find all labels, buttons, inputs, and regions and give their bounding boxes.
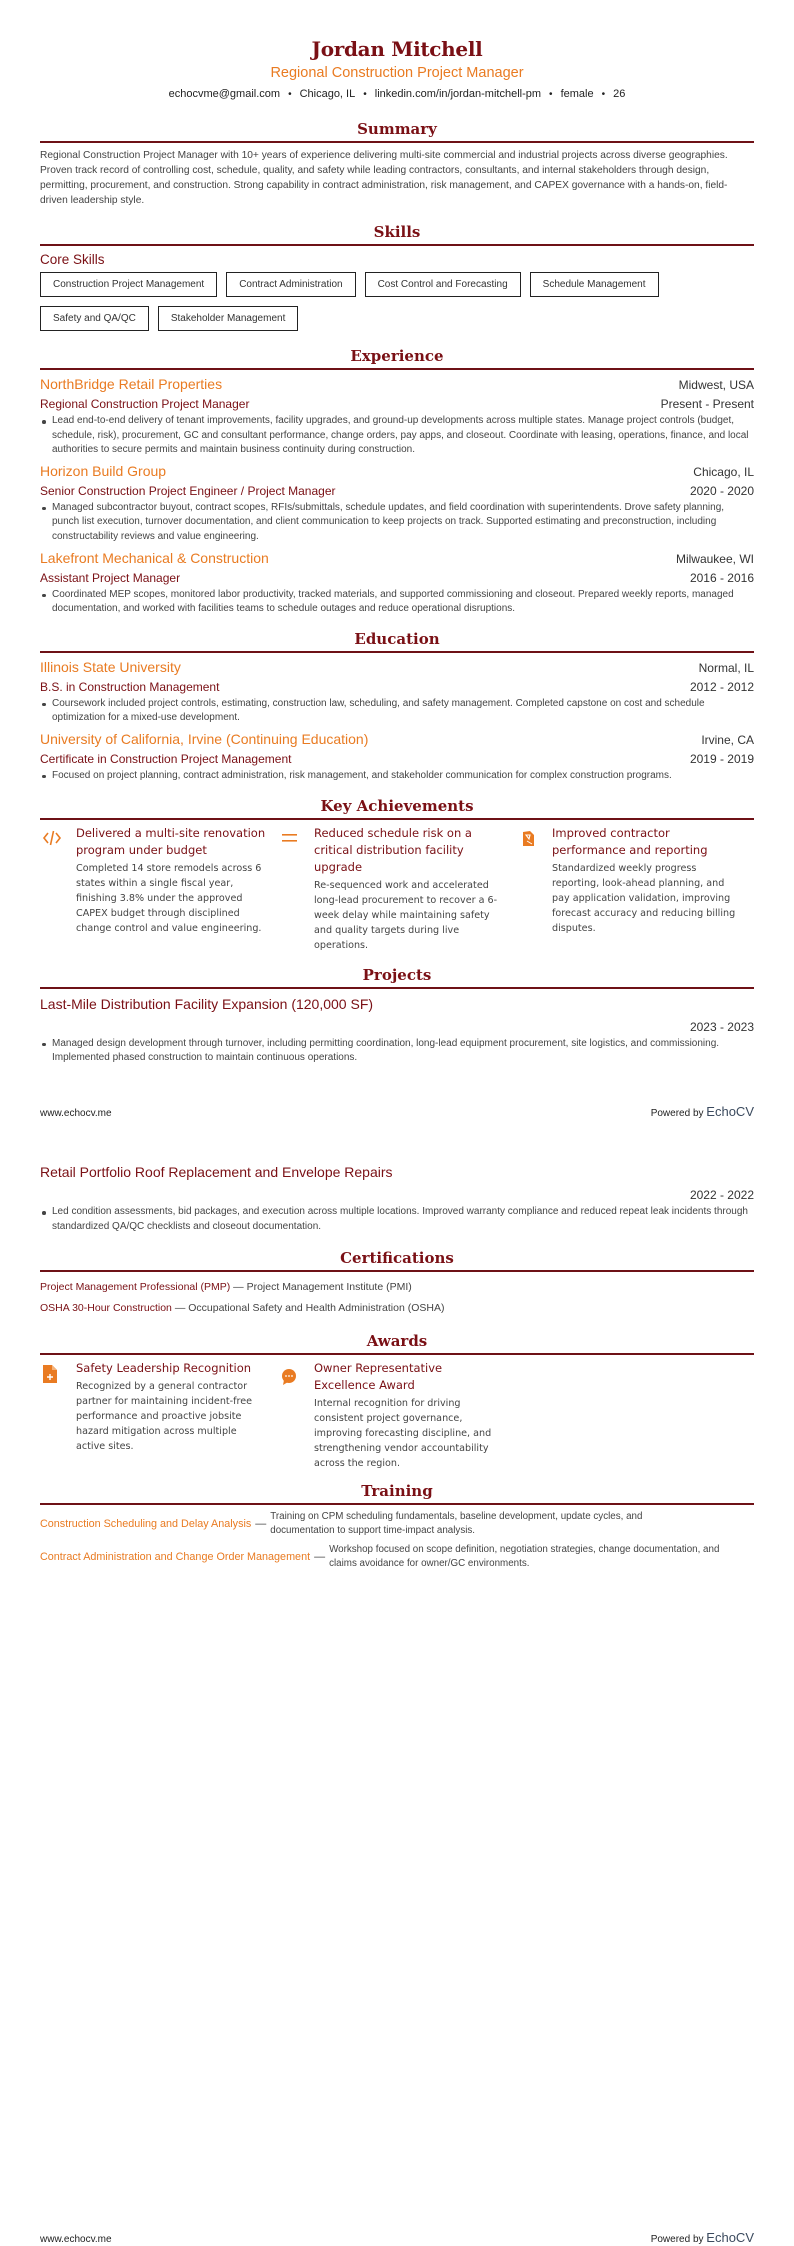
project-bullets <box>40 1205 754 1234</box>
experience-entry <box>40 462 754 545</box>
award-card <box>40 1360 278 1471</box>
certification-dash: — <box>174 1302 186 1315</box>
skill-chip: Safety and QA/QC <box>40 306 149 331</box>
resume-page-2 <box>0 1130 794 2246</box>
training-dash: — <box>255 1518 267 1531</box>
training-desc: Workshop focused on scope definition, negotiation strategies, change documentation, and claims avoidance for owner/GC environments. <box>329 1544 720 1570</box>
award-title: Safety Leadership Recognition <box>76 1361 252 1376</box>
contact-location: Chicago, IL <box>299 88 356 100</box>
training-item <box>40 1543 754 1571</box>
project-bullet: Led condition assessments, bid packages, and execution across multiple locations. Improved warranty compliance and reduced repeat leak incidents through standardized QA/QC checklists and closeout documentation. <box>40 1205 754 1234</box>
contact-age: 26 <box>613 88 626 100</box>
page-footer <box>40 1104 754 1119</box>
project-bullet: Managed design development through turnover, including permitting coordination, long-lead equipment procurement, site logistics, and commissioning. Implemented phased construction to maintain continuous operations. <box>40 1037 754 1066</box>
education-degree: Certificate in Construction Project Management <box>40 751 292 766</box>
achievement-card <box>40 825 278 953</box>
project-entry <box>40 994 754 1066</box>
award-desc: Recognized by a general contractor partner for maintaining incident-free performance and proactive jobsite hazard mitigation across multiple active sites. <box>76 1381 253 1453</box>
section-title-skills: Skills <box>40 222 754 246</box>
contact-email[interactable]: echocvme@gmail.com <box>168 88 281 100</box>
experience-position: Senior Construction Project Engineer / Project Manager <box>40 483 336 498</box>
education-bullets <box>40 697 754 726</box>
experience-bullet: Coordinated MEP scopes, monitored labor productivity, tracked materials, and supported commissioning and closeout. Prepared weekly reports, managed documentation, and worked with facilities teams to schedule outages and reduce operational disruptions. <box>40 588 754 617</box>
project-entry <box>40 1162 754 1234</box>
project-dates: 2022 - 2022 <box>689 1188 754 1202</box>
experience-company: Lakefront Mechanical & Construction <box>40 549 269 566</box>
education-bullet: Focused on project planning, contract administration, risk management, and stakeholder communication for complex construction programs. <box>40 769 754 784</box>
candidate-role: Regional Construction Project Manager <box>270 65 524 81</box>
clipboard-icon <box>516 825 552 953</box>
footer-powered-label: Powered by <box>650 1108 704 1119</box>
training-name: Contract Administration and Change Order Management <box>40 1551 311 1564</box>
experience-location: Milwaukee, WI <box>675 551 754 566</box>
certification-issuer: Project Management Institute (PMI) <box>246 1281 412 1294</box>
footer-site-link[interactable]: www.echocv.me <box>40 2234 112 2245</box>
training-dash: — <box>314 1551 326 1564</box>
experience-dates: 2016 - 2016 <box>689 570 754 585</box>
certifications-section <box>40 1248 754 1319</box>
education-school: University of California, Irvine (Continuing Education) <box>40 730 369 747</box>
page-footer <box>40 2230 754 2245</box>
contact-line <box>40 85 754 104</box>
section-title-experience: Experience <box>40 346 754 370</box>
page-1-content <box>40 0 754 1070</box>
skill-chip: Cost Control and Forecasting <box>365 272 521 297</box>
achievements-section <box>40 796 754 953</box>
project-bullets <box>40 1037 754 1066</box>
experience-entry <box>40 549 754 617</box>
education-entry <box>40 730 754 784</box>
contact-separator: • <box>601 89 606 100</box>
project-title: Last-Mile Distribution Facility Expansion (120,000 SF) <box>40 995 374 1012</box>
experience-position: Assistant Project Manager <box>40 570 181 585</box>
contact-linkedin[interactable]: linkedin.com/in/jordan-mitchell-pm <box>374 88 542 100</box>
experience-dates: Present - Present <box>660 397 754 411</box>
footer-site-link[interactable]: www.echocv.me <box>40 1108 112 1119</box>
certification-item <box>40 1277 754 1298</box>
achievement-desc: Re-sequenced work and accelerated long-lead procurement to recover a 6-week delay while maintaining safety and quality targets during live operations. <box>314 879 498 951</box>
section-title-education: Education <box>40 629 754 653</box>
projects-section-continued <box>40 1162 754 1234</box>
skill-chip: Schedule Management <box>530 272 659 297</box>
projects-section <box>40 965 754 1066</box>
education-entry <box>40 658 754 726</box>
experience-company: NorthBridge Retail Properties <box>40 376 223 392</box>
code-icon <box>40 825 76 953</box>
project-dates: 2023 - 2023 <box>689 1019 754 1034</box>
achievement-desc: Completed 14 store remodels across 6 states within a single fiscal year, finishing 3.8% under the approved CAPEX budget through disciplined change control and value engineering. <box>76 862 262 934</box>
skills-group-title: Core Skills <box>40 252 105 267</box>
experience-section <box>40 346 754 617</box>
section-title-achievements: Key Achievements <box>40 796 754 820</box>
certification-name: OSHA 30-Hour Construction <box>40 1302 172 1315</box>
experience-position: Regional Construction Project Manager <box>40 397 250 411</box>
achievement-title: Delivered a multi-site renovation program under budget <box>76 825 266 857</box>
experience-bullets <box>40 588 754 617</box>
chat-bubble-icon <box>278 1360 314 1471</box>
skill-chip: Construction Project Management <box>40 272 217 297</box>
candidate-name: Jordan Mitchell <box>311 37 483 61</box>
award-cards <box>40 1360 754 1471</box>
page-2-content <box>40 1162 754 1576</box>
achievement-cards <box>40 825 754 953</box>
education-location: Normal, IL <box>698 660 754 675</box>
education-degree: B.S. in Construction Management <box>40 679 220 694</box>
footer-powered-by <box>651 2230 754 2245</box>
footer-brand-logo[interactable]: EchoCV <box>706 1104 754 1119</box>
skill-chip: Stakeholder Management <box>158 306 299 331</box>
resume-header <box>40 0 754 104</box>
footer-powered-label: Powered by <box>650 2234 704 2245</box>
footer-powered-by <box>651 1104 754 1119</box>
skills-chip-list <box>40 272 754 331</box>
experience-dates: 2020 - 2020 <box>689 483 754 498</box>
achievement-title: Improved contractor performance and reporting <box>552 825 708 857</box>
experience-entry <box>40 375 754 458</box>
skill-chip: Contract Administration <box>226 272 355 297</box>
section-title-training: Training <box>40 1481 754 1505</box>
experience-bullet: Managed subcontractor buyout, contract scopes, RFIs/submittals, schedule updates, and field coordination with superintendents. Drove safety planning, punch list execution, turnover documentation, and client communication to keep projects on track. Supported estimating and preconstruction, including constructability reviews and value engineering. <box>40 501 754 545</box>
footer-brand-logo[interactable]: EchoCV <box>706 2230 754 2245</box>
summary-section <box>40 119 754 208</box>
experience-company: Horizon Build Group <box>40 462 167 479</box>
file-plus-icon <box>40 1360 76 1471</box>
certification-issuer: Occupational Safety and Health Administration (OSHA) <box>188 1302 445 1315</box>
experience-location: Midwest, USA <box>678 378 754 392</box>
education-dates: 2019 - 2019 <box>689 751 754 766</box>
education-location: Irvine, CA <box>701 732 754 747</box>
certification-item <box>40 1298 754 1319</box>
experience-bullet: Lead end-to-end delivery of tenant improvements, facility upgrades, and ground-up developments across multiple states. Manage project controls (budget, schedule, risk), procurement, GC and consultant performance, change orders, pay apps, and closeout. Coordinate with leasing, operations, finance, and local authorities to secure permits and maintain business continuity during construction. <box>40 414 754 458</box>
equals-icon <box>278 825 314 953</box>
achievement-desc: Standardized weekly progress reporting, look-ahead planning, and pay application validation, improving forecast accuracy and reducing billing disputes. <box>552 862 736 934</box>
experience-location: Chicago, IL <box>693 464 754 479</box>
certification-dash: — <box>233 1281 244 1294</box>
experience-bullets <box>40 414 754 458</box>
experience-bullets <box>40 501 754 545</box>
training-name: Construction Scheduling and Delay Analysis <box>40 1518 252 1531</box>
skills-section <box>40 222 754 331</box>
section-title-projects: Projects <box>40 965 754 989</box>
award-title: Owner Representative Excellence Award <box>314 1361 443 1393</box>
project-title: Retail Portfolio Roof Replacement and Envelope Repairs <box>40 1164 393 1180</box>
achievement-card <box>516 825 754 953</box>
section-title-certifications: Certifications <box>40 1248 754 1272</box>
awards-section <box>40 1331 754 1471</box>
education-bullets <box>40 769 754 784</box>
achievement-title: Reduced schedule risk on a critical distribution facility upgrade <box>314 825 472 874</box>
contact-separator: • <box>549 89 553 100</box>
section-title-awards: Awards <box>40 1331 754 1355</box>
contact-separator: • <box>288 89 292 100</box>
training-section <box>40 1481 754 1571</box>
award-card <box>278 1360 516 1471</box>
award-desc: Internal recognition for driving consistent project governance, improving forecasting discipline, and strengthening vendor accountability across the region. <box>314 1398 492 1470</box>
education-section <box>40 629 754 784</box>
contact-gender: female <box>560 88 594 100</box>
education-bullet: Coursework included project controls, estimating, construction law, scheduling, and safety management. Completed capstone on cost and schedule optimization for a mixed-use development. <box>40 697 754 726</box>
summary-text: Regional Construction Project Manager with 10+ years of experience delivering multi-site commercial and industrial projects across diverse geographies. Proven track record of controlling cost, schedule, quality, and safety while leading contractors, consultants, and internal stakeholders through design, permitting, procurement, and construction. Strong capability in contract administration, risk management, and CAPEX governance with a hands-on, field-driven leadership style. <box>40 150 728 206</box>
achievement-card <box>278 825 516 953</box>
education-school: Illinois State University <box>40 658 181 675</box>
training-desc: Training on CPM scheduling fundamentals, baseline development, update cycles, and documentation to support time-impact analysis. <box>270 1511 643 1537</box>
education-dates: 2012 - 2012 <box>689 679 754 694</box>
certification-name: Project Management Professional (PMP) <box>40 1281 231 1294</box>
contact-separator: • <box>363 89 367 100</box>
section-title-summary: Summary <box>40 119 754 143</box>
training-item <box>40 1510 754 1538</box>
